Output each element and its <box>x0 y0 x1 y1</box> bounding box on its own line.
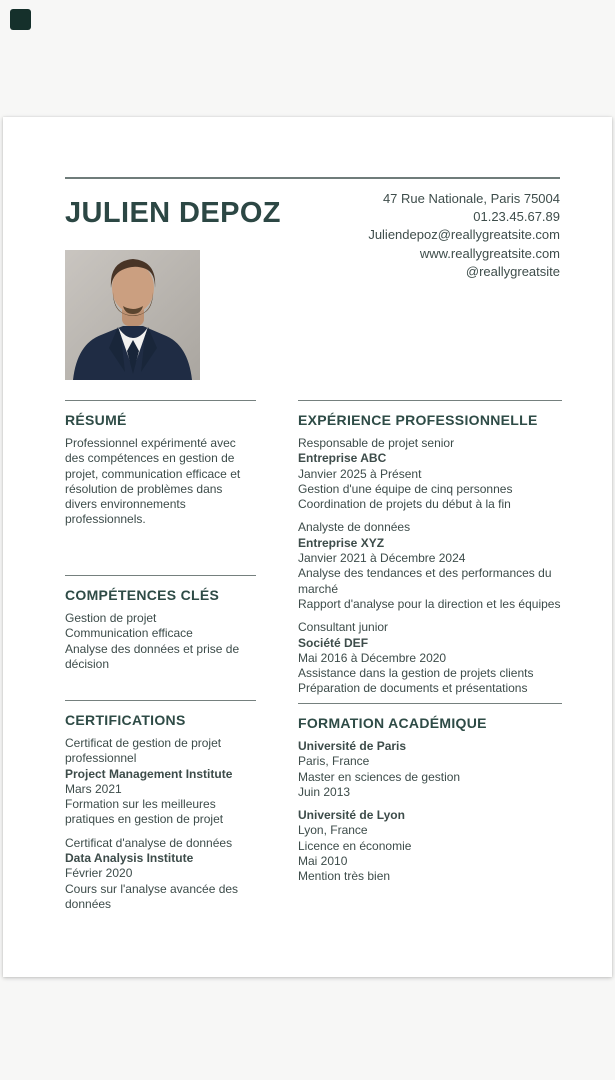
job-item <box>298 520 562 612</box>
job-dates: Janvier 2021 à Décembre 2024 <box>298 551 466 566</box>
job-company: Entreprise XYZ <box>298 535 385 550</box>
contact-block <box>368 190 560 281</box>
job-role: Analyste de données <box>298 520 411 535</box>
section-formation <box>298 703 562 885</box>
certification-item <box>65 836 256 912</box>
school-date: Juin 2013 <box>298 784 351 799</box>
formation-divider <box>298 703 562 704</box>
contact-social-handle: @reallygreatsite <box>465 263 560 279</box>
job-dates: Janvier 2025 à Présent <box>298 466 422 481</box>
contact-phone: 01.23.45.67.89 <box>473 209 560 225</box>
job-company: Société DEF <box>298 635 369 650</box>
school-date: Mai 2010 <box>298 854 348 869</box>
school-degree: Licence en économie <box>298 838 412 853</box>
experience-title: EXPÉRIENCE PROFESSIONNELLE <box>298 412 538 428</box>
competences-divider <box>65 575 256 576</box>
profile-photo <box>65 250 200 380</box>
app-logo-square[interactable] <box>10 9 31 30</box>
certification-name: Certificat d'analyse de données <box>65 835 233 850</box>
page-title: JULIEN DEPOZ <box>65 197 281 229</box>
job-company: Entreprise ABC <box>298 451 387 466</box>
school-name: Université de Lyon <box>298 808 405 823</box>
resume-divider <box>65 400 256 401</box>
certification-desc: Formation sur les meilleures pratiques en gestion de projet <box>65 797 224 827</box>
skill-item: Communication efficace <box>65 626 193 641</box>
school-degree: Master en sciences de gestion <box>298 769 461 784</box>
job-bullet: Gestion d'une équipe de cinq personnes <box>298 481 513 496</box>
resume-title: RÉSUMÉ <box>65 412 127 428</box>
certifications-divider <box>65 700 256 701</box>
certification-org: Data Analysis Institute <box>65 851 194 866</box>
resume-text: Professionnel expérimenté avec des compétences en gestion de projet, communication efficace et résolution de problèmes dans divers environnements professionnels. <box>65 436 241 527</box>
job-bullet: Rapport d'analyse pour la direction et les équipes <box>298 596 561 611</box>
section-resume <box>65 400 256 528</box>
job-bullet: Assistance dans la gestion de projets clients <box>298 666 534 681</box>
certification-item <box>65 736 256 828</box>
job-role: Responsable de projet senior <box>298 436 455 450</box>
resume-page <box>3 117 612 977</box>
section-competences <box>65 575 256 672</box>
certification-date: Mars 2021 <box>65 781 122 796</box>
certification-name: Certificat de gestion de projet professionnel <box>65 736 222 766</box>
section-certifications <box>65 700 256 912</box>
competences-title: COMPÉTENCES CLÉS <box>65 587 220 603</box>
job-item <box>298 620 562 696</box>
section-experience <box>298 400 562 697</box>
header-divider <box>65 177 560 179</box>
education-item <box>298 739 562 800</box>
school-location: Paris, France <box>298 754 370 769</box>
job-item <box>298 436 562 512</box>
education-item <box>298 808 562 884</box>
job-bullet: Coordination de projets du début à la fin <box>298 497 511 512</box>
skill-item: Analyse des données et prise de décision <box>65 641 240 671</box>
contact-website: www.reallygreatsite.com <box>419 245 560 261</box>
school-name: Université de Paris <box>298 739 407 753</box>
job-dates: Mai 2016 à Décembre 2020 <box>298 650 447 665</box>
certifications-title: CERTIFICATIONS <box>65 712 186 728</box>
skill-item: Gestion de projet <box>65 611 157 625</box>
school-honors: Mention très bien <box>298 869 391 884</box>
contact-address: 47 Rue Nationale, Paris 75004 <box>382 191 560 206</box>
contact-email: Juliendepoz@reallygreatsite.com <box>368 227 560 243</box>
experience-divider <box>298 400 562 401</box>
certification-desc: Cours sur l'analyse avancée des données <box>65 881 239 911</box>
school-location: Lyon, France <box>298 823 368 838</box>
certification-org: Project Management Institute <box>65 766 233 781</box>
job-role: Consultant junior <box>298 620 389 635</box>
job-bullet: Préparation de documents et présentations <box>298 681 528 696</box>
certification-date: Février 2020 <box>65 866 133 881</box>
portrait-illustration <box>65 250 200 380</box>
formation-title: FORMATION ACADÉMIQUE <box>298 715 487 731</box>
job-bullet: Analyse des tendances et des performances du marché <box>298 566 552 596</box>
